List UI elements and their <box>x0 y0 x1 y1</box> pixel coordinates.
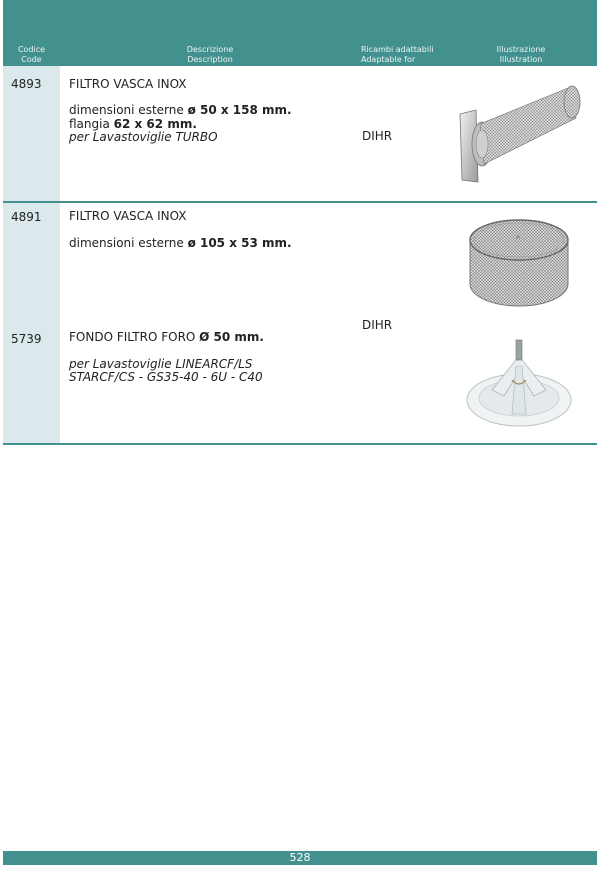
header-illus-it: Illustrazione <box>496 45 546 54</box>
item-title <box>69 331 264 344</box>
item-usage-line2 <box>69 371 263 384</box>
item-code: 5739 <box>11 332 42 346</box>
header-illustration <box>461 45 581 65</box>
dim-value: ø 50 x 158 mm. <box>187 103 292 117</box>
usage-text: STARCF/CS - GS35-40 - 6U - C40 <box>69 370 263 384</box>
flange-value: 62 x 62 mm. <box>113 117 197 131</box>
item-code: 4891 <box>11 210 42 224</box>
filter-bottom-plastic-base-icon <box>464 336 574 430</box>
item-title: FILTRO VASCA INOX <box>69 77 187 91</box>
row-divider <box>3 201 597 203</box>
item-usage <box>69 131 218 144</box>
cylindrical-mesh-filter-with-flange-icon <box>456 84 582 186</box>
header-adaptable <box>361 45 461 65</box>
code-column-row2 <box>3 203 60 443</box>
flange-prefix: flangia <box>69 117 114 131</box>
item-title: FILTRO VASCA INOX <box>69 209 187 223</box>
item-adaptable: DIHR <box>362 129 393 143</box>
item-adaptable: DIHR <box>362 318 393 332</box>
table-header <box>3 0 597 66</box>
header-desc-en: Description <box>187 55 233 64</box>
item-dimensions <box>69 104 292 117</box>
header-description <box>60 45 360 65</box>
header-ricambi-it: Ricambi adattabili <box>361 45 434 54</box>
round-mesh-basket-filter-icon <box>464 214 574 314</box>
header-code-en: Code <box>21 55 42 64</box>
page-number: 528 <box>289 851 311 864</box>
header-illus-en: Illustration <box>499 55 543 64</box>
row-divider <box>3 443 597 445</box>
dim-prefix: dimensioni esterne <box>69 236 188 250</box>
header-ricambi-en: Adaptable for <box>361 55 416 64</box>
header-desc-it: Descrizione <box>186 45 234 54</box>
header-code-it: Codice <box>17 45 46 54</box>
item-code: 4893 <box>11 77 42 91</box>
dim-value: ø 105 x 53 mm. <box>187 236 292 250</box>
usage-text: per Lavastoviglie LINEARCF/LS <box>69 357 253 371</box>
title-prefix: FONDO FILTRO FORO <box>69 330 200 344</box>
usage-text: per Lavastoviglie TURBO <box>69 130 218 144</box>
item-dimensions <box>69 237 292 250</box>
header-code <box>3 45 60 65</box>
title-value: Ø 50 mm. <box>199 330 264 344</box>
dim-prefix: dimensioni esterne <box>69 103 188 117</box>
